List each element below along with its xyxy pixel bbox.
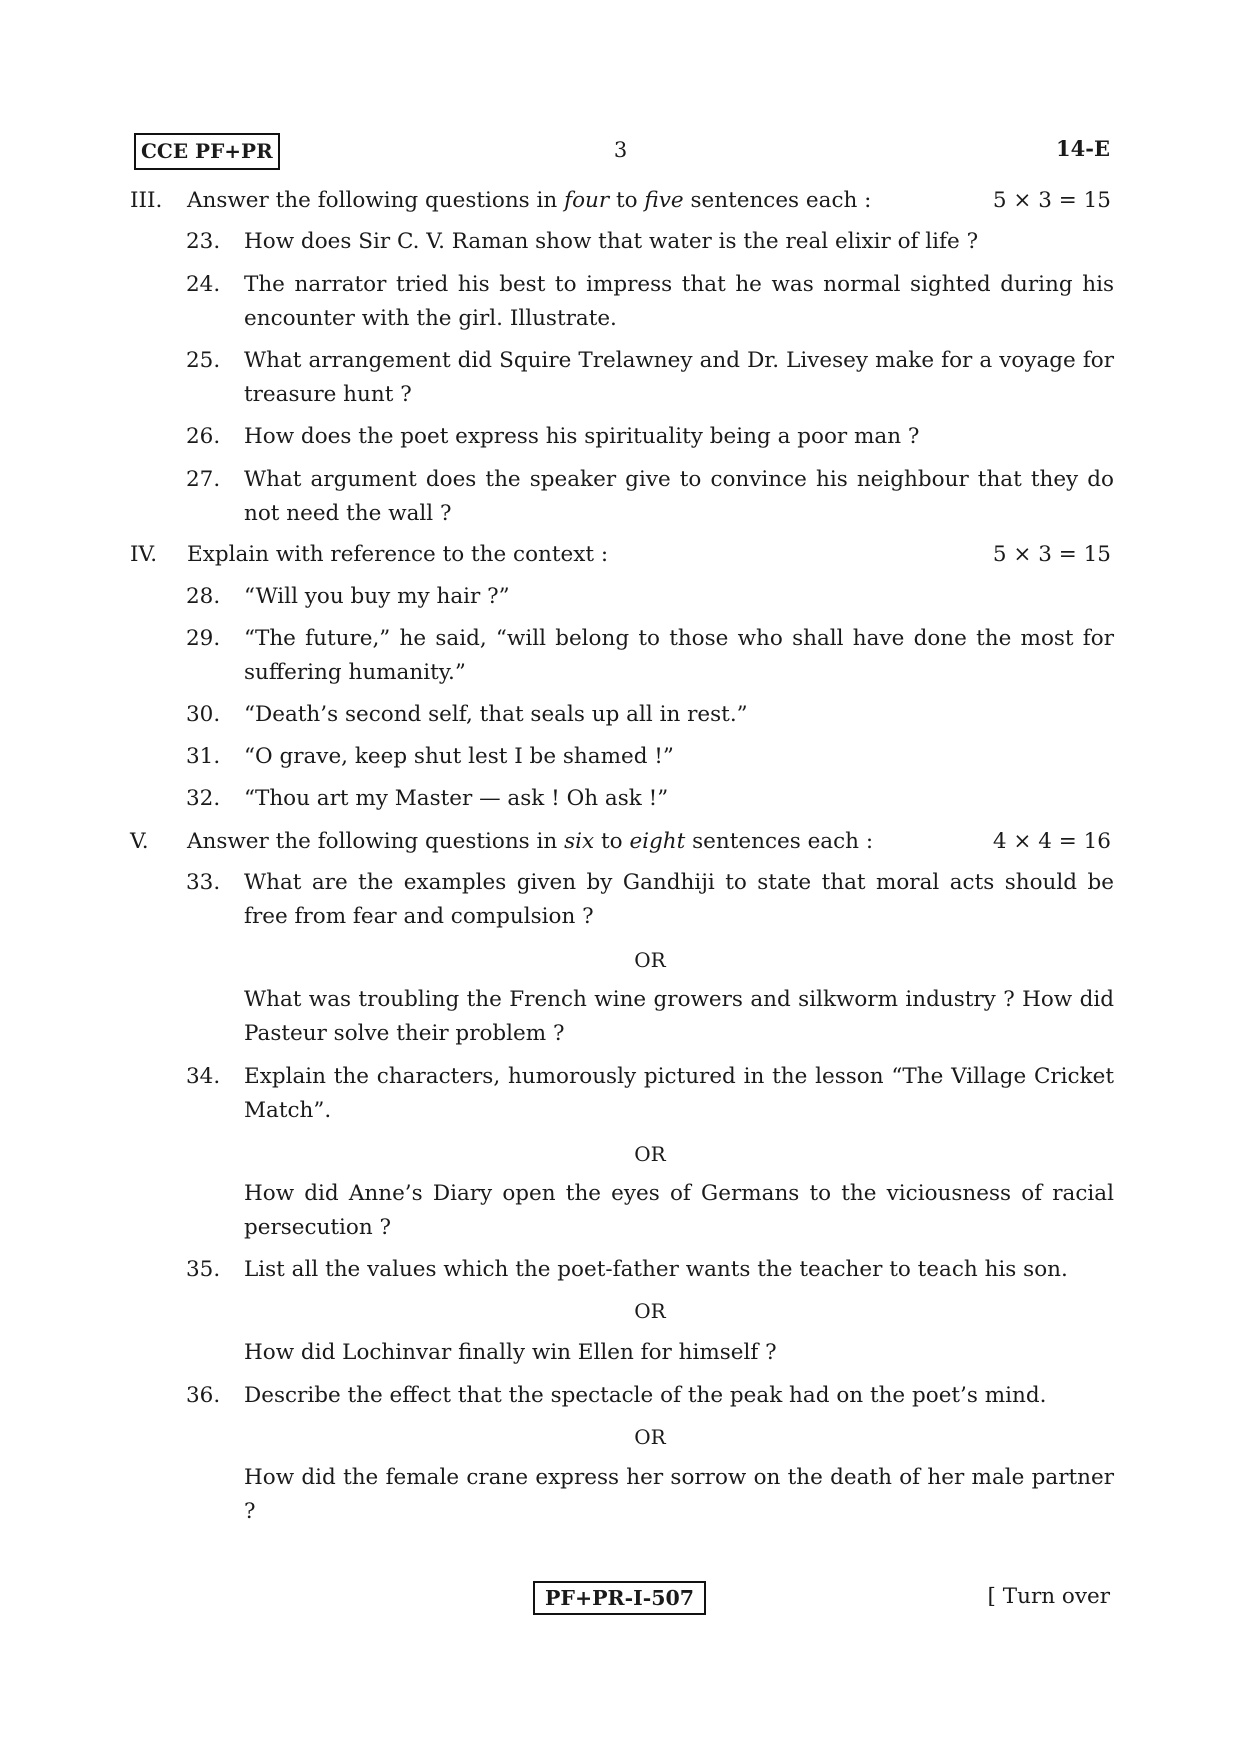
question-text: “Will you buy my hair ?”: [244, 584, 510, 609]
question-text: “Thou art my Master — ask ! Oh ask !”: [244, 786, 669, 811]
question-number: 24.: [186, 272, 221, 297]
paper-code-box: CCE PF+PR: [134, 133, 280, 170]
question-text: The narrator tried his best to impress that he was normal sighted during his encounter with the girl. Illustrate.: [244, 272, 1114, 331]
question-text: List all the values which the poet-father wants the teacher to teach his son.: [244, 1257, 1068, 1282]
question-text: Describe the effect that the spectacle of the peak had on the poet’s mind.: [244, 1383, 1047, 1408]
footer-code-box: PF+PR-I-507: [533, 1581, 706, 1615]
or-separator: OR: [634, 948, 666, 972]
question-text: How does the poet express his spirituality being a poor man ?: [244, 424, 920, 449]
question-alt-text: What was troubling the French wine growers and silkworm industry ? How did Pasteur solve their problem ?: [244, 987, 1114, 1046]
question-number: 23.: [186, 229, 221, 254]
question-number: 34.: [186, 1064, 221, 1089]
section-instruction: Answer the following questions in four to five sentences each :: [187, 188, 872, 213]
section-number: V.: [130, 829, 149, 854]
question-alt-text: How did Lochinvar finally win Ellen for himself ?: [244, 1340, 777, 1365]
question-number: 32.: [186, 786, 221, 811]
section-number: III.: [130, 188, 163, 213]
question-number: 31.: [186, 744, 221, 769]
section-marks: 5 × 3 = 15: [992, 542, 1111, 567]
question-text: “O grave, keep shut lest I be shamed !”: [244, 744, 674, 769]
section-marks: 4 × 4 = 16: [992, 829, 1111, 854]
question-number: 35.: [186, 1257, 221, 1282]
section-instruction: Answer the following questions in six to eight sentences each :: [187, 829, 874, 854]
section-marks: 5 × 3 = 15: [992, 188, 1111, 213]
question-number: 30.: [186, 702, 221, 727]
question-number: 28.: [186, 584, 221, 609]
question-number: 27.: [186, 467, 221, 492]
question-number: 25.: [186, 348, 221, 373]
question-text: What arrangement did Squire Trelawney and Dr. Livesey make for a voyage for treasure hunt ?: [244, 348, 1114, 407]
question-number: 26.: [186, 424, 221, 449]
page-number: 3: [613, 138, 628, 162]
question-text: “Death’s second self, that seals up all in rest.”: [244, 702, 748, 727]
paper-id: 14-E: [1056, 136, 1110, 161]
question-text: “The future,” he said, “will belong to those who shall have done the most for suffering humanity.”: [244, 626, 1114, 685]
or-separator: OR: [634, 1142, 666, 1166]
section-instruction: Explain with reference to the context :: [187, 542, 609, 567]
question-number: 36.: [186, 1383, 221, 1408]
question-number: 29.: [186, 626, 221, 651]
section-number: IV.: [130, 542, 158, 567]
question-text: What are the examples given by Gandhiji to state that moral acts should be free from fear and compulsion ?: [244, 870, 1114, 929]
question-text: What argument does the speaker give to convince his neighbour that they do not need the wall ?: [244, 467, 1114, 526]
or-separator: OR: [634, 1299, 666, 1323]
or-separator: OR: [634, 1425, 666, 1449]
question-number: 33.: [186, 870, 221, 895]
question-text: How does Sir C. V. Raman show that water is the real elixir of life ?: [244, 229, 979, 254]
question-alt-text: How did the female crane express her sorrow on the death of her male partner ?: [244, 1465, 1114, 1524]
question-alt-text: How did Anne’s Diary open the eyes of Germans to the viciousness of racial persecution ?: [244, 1181, 1114, 1240]
question-text: Explain the characters, humorously pictured in the lesson “The Village Cricket Match”.: [244, 1064, 1114, 1123]
turn-over-note: [ Turn over: [987, 1584, 1110, 1609]
